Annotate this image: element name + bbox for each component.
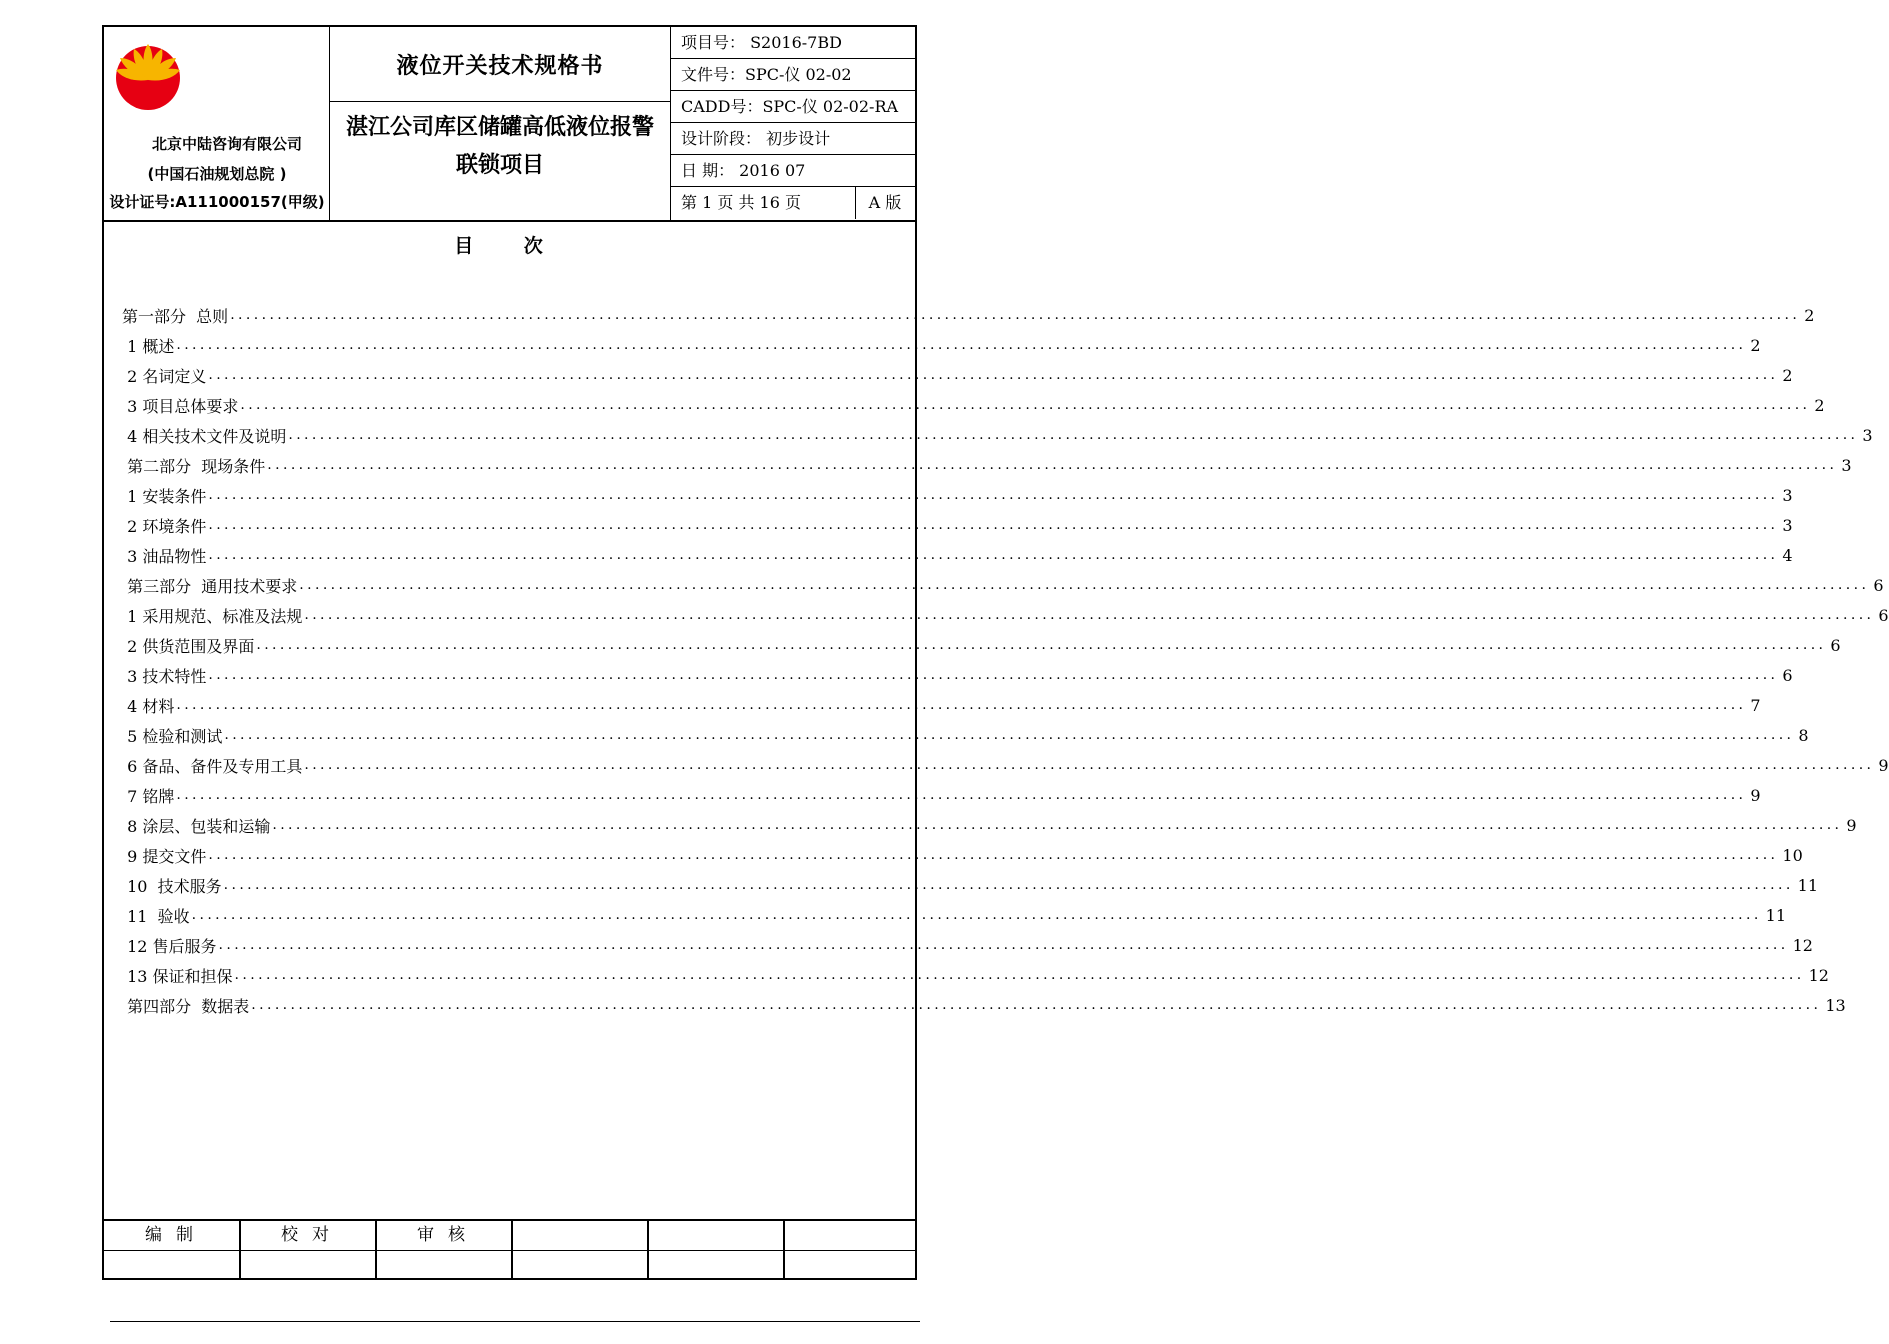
page-info-row: [671, 187, 915, 219]
toc-entry-label: 10 技术服务: [122, 876, 222, 896]
toc-entry-page: 13: [1825, 995, 1846, 1015]
toc-leader-dots: ........................................................................................................................................................................................................: [223, 877, 1794, 893]
toc-entry: [122, 480, 1793, 510]
company-parent: (中国石油规划总院 ): [147, 165, 287, 183]
toc-entry-page: 11: [1765, 905, 1787, 925]
toc-leader-dots: ........................................................................................................................................................................................................: [224, 727, 1795, 743]
toc-entry-label: 1 采用规范、标准及法规: [122, 606, 303, 626]
toc-entry-page: 2: [1814, 395, 1825, 415]
toc-entry-page: 7: [1750, 695, 1761, 715]
toc-entry-label: 6 备品、备件及专用工具: [122, 756, 303, 776]
toc-leader-dots: ........................................................................................................................................................................................................: [208, 367, 1779, 383]
petrochina-logo-icon: [112, 40, 184, 112]
signoff-value-row: [104, 1251, 915, 1280]
design-certificate: 设计证号:A111000157(甲级): [109, 193, 325, 211]
toc-entry-label: 第三部分 通用技术要求: [122, 576, 298, 596]
toc-entry-page: 8: [1798, 725, 1809, 745]
toc-entry-page: 11: [1797, 875, 1819, 895]
toc-entry-label: 7 铭牌: [122, 786, 175, 806]
toc-leader-dots: ........................................................................................................................................................................................................: [208, 847, 1779, 863]
toc-leader-dots: ........................................................................................................................................................................................................: [304, 607, 1875, 623]
toc-leader-dots: ........................................................................................................................................................................................................: [256, 637, 1827, 653]
toc-entry-label: 3 项目总体要求: [122, 396, 239, 416]
toc-entry: [122, 990, 1846, 1020]
toc-entry-label: 12 售后服务: [122, 936, 217, 956]
toc-entry-page: 6: [1873, 575, 1884, 595]
toc-leader-dots: ........................................................................................................................................................................................................: [234, 967, 1805, 983]
toc-entry-label: 9 提交文件: [122, 846, 207, 866]
divider: [375, 1221, 377, 1280]
toc-entry-page: 3: [1782, 485, 1793, 505]
toc-leader-dots: ........................................................................................................................................................................................................: [272, 817, 1843, 833]
toc-leader-dots: ........................................................................................................................................................................................................: [208, 517, 1779, 533]
toc-entry-page: 2: [1750, 335, 1761, 355]
toc-entry-label: 4 相关技术文件及说明: [122, 426, 287, 446]
toc-leader-dots: ........................................................................................................................................................................................................: [176, 787, 1747, 803]
toc-entry-label: 11 验收: [122, 906, 190, 926]
toc-leader-dots: ........................................................................................................................................................................................................: [191, 907, 1762, 923]
checked-label: 校对: [281, 1225, 343, 1245]
toc-entry-page: 3: [1862, 425, 1873, 445]
divider: [647, 1221, 649, 1280]
toc-entry-label: 3 技术特性: [122, 666, 207, 686]
toc-leader-dots: ........................................................................................................................................................................................................: [288, 427, 1859, 443]
toc-entry-label: 第四部分 数据表: [122, 996, 250, 1016]
signoff-table: [104, 1219, 915, 1280]
toc-leader-dots: ........................................................................................................................................................................................................: [267, 457, 1838, 473]
toc-entry-label: 13 保证和担保: [122, 966, 233, 986]
toc-entry-label: 1 概述: [122, 336, 175, 356]
toc-leader-dots: ........................................................................................................................................................................................................: [218, 937, 1789, 953]
divider: [511, 1221, 513, 1280]
toc-entry: [122, 390, 1825, 420]
toc-entry-page: 2: [1782, 365, 1793, 385]
toc-entry-page: 6: [1878, 605, 1889, 625]
toc-entry-label: 2 环境条件: [122, 516, 207, 536]
toc-entry-page: 10: [1782, 845, 1803, 865]
toc-entry: [122, 930, 1813, 960]
company-name: 北京中陆咨询有限公司: [151, 135, 302, 153]
project-number: 项目号： S2016-7BD: [671, 27, 915, 59]
toc-entry-page: 4: [1782, 545, 1793, 565]
toc-entry-label: 4 材料: [122, 696, 175, 716]
toc-leader-dots: ........................................................................................................................................................................................................: [208, 487, 1779, 503]
toc-leader-dots: ........................................................................................................................................................................................................: [299, 577, 1870, 593]
toc-entry: [122, 810, 1857, 840]
project-title: 湛江公司库区储罐高低液位报警联锁项目: [345, 115, 654, 178]
toc-entry: [122, 900, 1787, 930]
toc-leader-dots: ........................................................................................................................................................................................................: [240, 397, 1811, 413]
toc-entry-page: 2: [1804, 305, 1815, 325]
toc-entry: [122, 420, 1873, 450]
document-frame: [102, 25, 1889, 1280]
toc-leader-dots: ........................................................................................................................................................................................................: [208, 667, 1779, 683]
toc-entry: [122, 720, 1809, 750]
toc-leader-dots: ........................................................................................................................................................................................................: [176, 697, 1747, 713]
info-cell: [671, 27, 915, 220]
toc-title: 目 次: [454, 235, 565, 257]
toc-entry: [122, 750, 1889, 780]
version-label: A 版: [868, 193, 902, 212]
signoff-label-row: [104, 1221, 915, 1251]
toc-entry-page: 12: [1792, 935, 1813, 955]
toc-leader-dots: ........................................................................................................................................................................................................: [176, 337, 1747, 353]
company-cell: [104, 27, 330, 220]
reviewed-label: 审核: [417, 1225, 479, 1245]
toc-entry: [122, 780, 1761, 810]
title-cell: [330, 27, 671, 220]
toc-entry: [122, 600, 1889, 630]
toc-entry-page: 12: [1808, 965, 1829, 985]
toc-entry-page: 9: [1846, 815, 1857, 835]
toc-entry-label: 2 名词定义: [122, 366, 207, 386]
footer-rule: [110, 1321, 920, 1322]
toc-entry: [122, 360, 1793, 390]
toc-entry: [122, 660, 1793, 690]
toc-entry-page: 3: [1782, 515, 1793, 535]
divider: [239, 1221, 241, 1280]
toc-entry-page: 6: [1830, 635, 1841, 655]
toc-entry-label: 3 油品物性: [122, 546, 207, 566]
toc-entry: [122, 960, 1829, 990]
toc-entry: [122, 300, 1815, 330]
document-title: 液位开关技术规格书: [330, 27, 670, 102]
toc-leader-dots: ........................................................................................................................................................................................................: [208, 547, 1779, 563]
page-count: 第 1 页 共 16 页: [681, 193, 801, 212]
toc-entry: [122, 510, 1793, 540]
toc-entry: [122, 570, 1884, 600]
toc-entry-label: 2 供货范围及界面: [122, 636, 255, 656]
toc-entry-page: 6: [1782, 665, 1793, 685]
toc-entry-page: 9: [1878, 755, 1889, 775]
toc-leader-dots: ........................................................................................................................................................................................................: [304, 757, 1875, 773]
table-of-contents: [122, 300, 1889, 1020]
divider: [783, 1221, 785, 1280]
toc-entry: [122, 540, 1793, 570]
toc-leader-dots: ........................................................................................................................................................................................................: [251, 997, 1822, 1013]
issue-date: 日 期： 2016 07: [671, 155, 915, 187]
file-number: 文件号：SPC-仪 02-02: [671, 59, 915, 91]
toc-entry: [122, 330, 1761, 360]
toc-entry: [122, 630, 1841, 660]
toc-entry: [122, 870, 1819, 900]
design-stage: 设计阶段： 初步设计: [671, 123, 915, 155]
title-block: [104, 27, 915, 222]
toc-leader-dots: ........................................................................................................................................................................................................: [230, 307, 1801, 323]
cadd-number: CADD号：SPC-仪 02-02-RA: [671, 91, 915, 123]
toc-entry-page: 9: [1750, 785, 1761, 805]
toc-entry-label: 第一部分 总则: [122, 306, 229, 326]
toc-entry-page: 3: [1841, 455, 1852, 475]
toc-entry-label: 8 涂层、包装和运输: [122, 816, 271, 836]
toc-entry-label: 1 安装条件: [122, 486, 207, 506]
toc-entry: [122, 450, 1852, 480]
toc-entry-label: 第二部分 现场条件: [122, 456, 266, 476]
toc-entry-label: 5 检验和测试: [122, 726, 223, 746]
prepared-label: 编制: [145, 1225, 207, 1245]
toc-entry: [122, 690, 1761, 720]
toc-entry: [122, 840, 1803, 870]
